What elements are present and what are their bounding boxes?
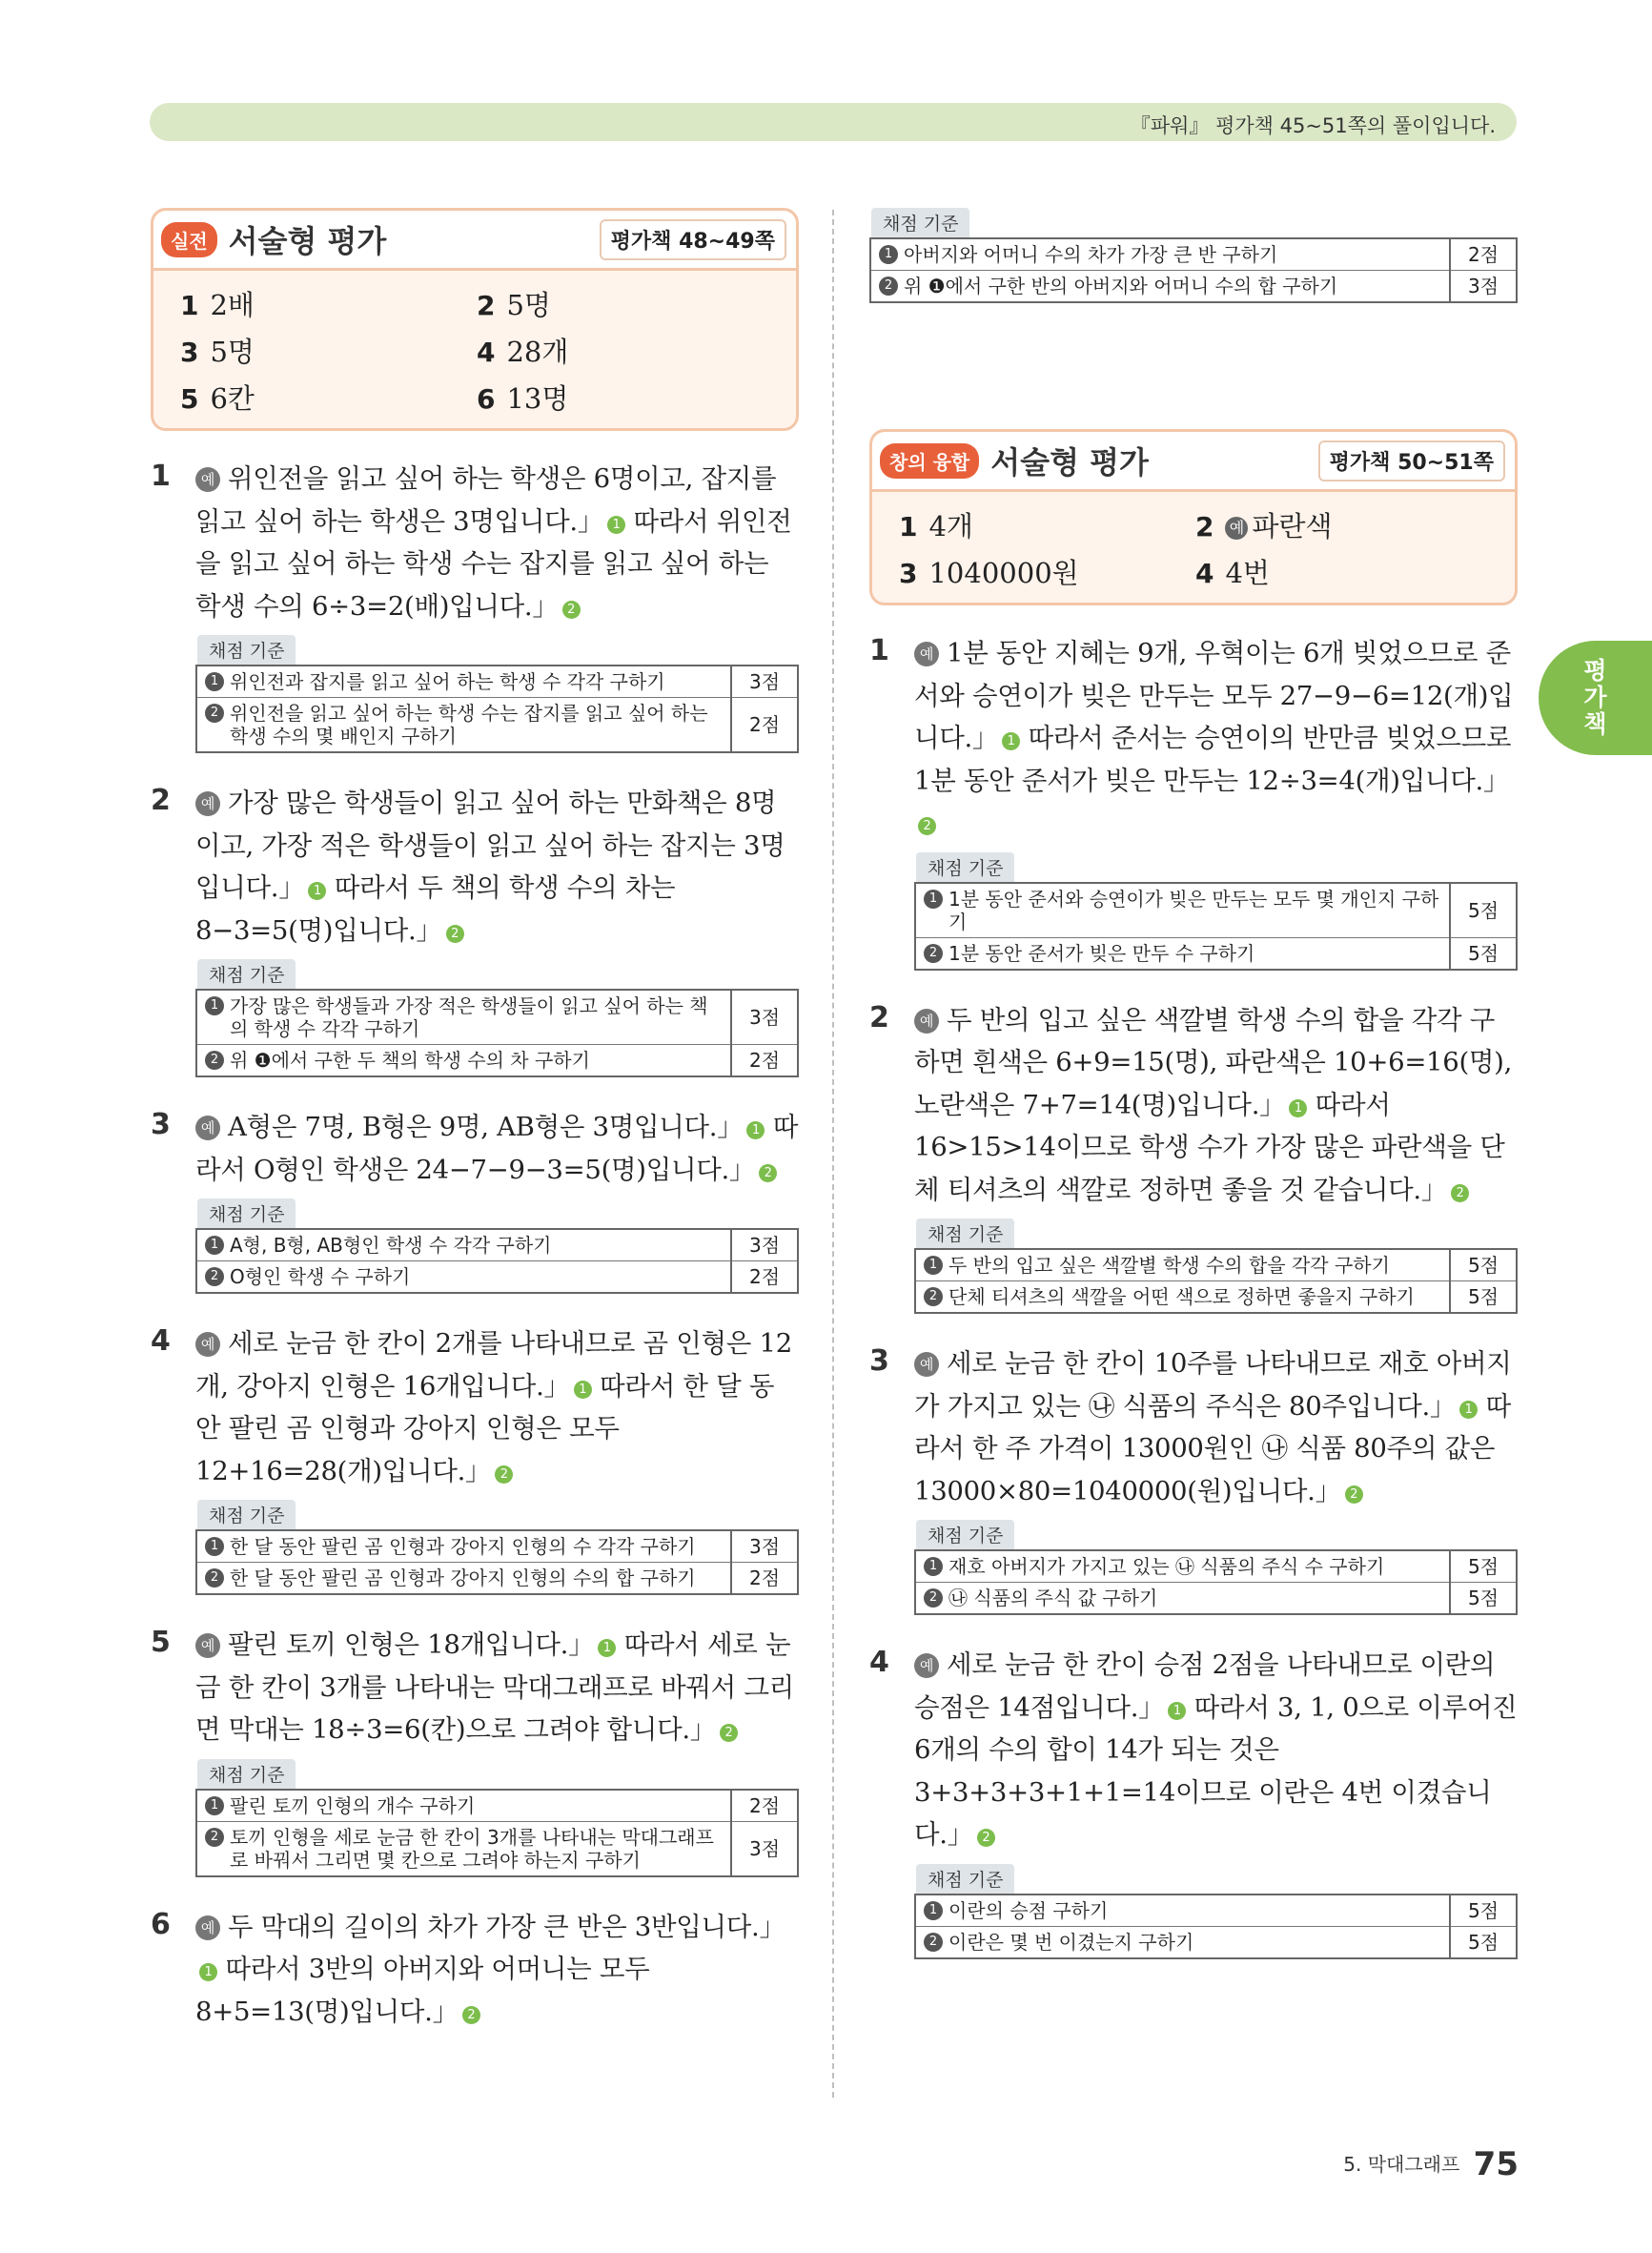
criteria-label: 채점 기준: [197, 1500, 296, 1529]
step-mark: 1: [1168, 1702, 1186, 1720]
banner-text: 『파워』 평가책 45~51쪽의 풀이입니다.: [1130, 114, 1496, 137]
solution-item: [869, 632, 1518, 971]
criteria-number: 1: [879, 245, 898, 264]
solution-item: [151, 1322, 799, 1595]
step-mark: 1: [598, 1639, 616, 1657]
criteria-label: 채점 기준: [916, 1864, 1014, 1894]
criteria-desc: 한 달 동안 팔린 곰 인형과 강아지 인형의 수의 합 구하기: [230, 1567, 696, 1589]
solution-text: 두 막대의 길이의 차가 가장 큰 반은 3반입니다.」: [228, 1911, 785, 1942]
criteria: [195, 1500, 799, 1595]
column-divider: [832, 210, 834, 2098]
solution-number: 3: [869, 1344, 889, 1378]
side-tab-char: 책: [1583, 710, 1607, 738]
page-range: 평가책 48~49쪽: [600, 219, 786, 260]
criteria-desc: O형인 학생 수 구하기: [230, 1265, 411, 1288]
criteria: [195, 1198, 799, 1294]
badge: 실전: [161, 222, 217, 257]
example-mark: 예: [195, 1332, 220, 1357]
step-mark: 1: [308, 882, 326, 900]
criteria-number: 2: [205, 1267, 224, 1286]
step-mark: 2: [562, 601, 581, 619]
criteria-points: 2점: [731, 1045, 798, 1077]
top-banner: [150, 103, 1517, 141]
example-mark: 예: [914, 642, 939, 666]
criteria-desc: 위 ❶에서 구한 두 책의 학생 수의 차 구하기: [230, 1049, 590, 1072]
criteria-number: 1: [205, 1537, 224, 1556]
answer-value: 1040000원: [928, 557, 1079, 589]
step-mark: 2: [759, 1164, 777, 1182]
criteria-desc: 토끼 인형을 세로 눈금 한 칸이 3개를 나타내는 막대그래프로 바꿔서 그리면 몇 칸으로 그려야 하는지 구하기: [230, 1825, 714, 1872]
criteria: [195, 959, 799, 1077]
criteria: [195, 1759, 799, 1877]
step-mark: 1: [1002, 732, 1020, 750]
criteria-number: 2: [924, 944, 943, 963]
criteria-row: [915, 937, 1517, 970]
criteria-text: [196, 1045, 731, 1077]
criteria-number: 2: [879, 277, 898, 296]
solution-body: [195, 1624, 799, 1751]
example-mark: 예: [1225, 517, 1248, 540]
criteria: [914, 852, 1518, 971]
criteria-desc: ㉯ 식품의 주식 값 구하기: [948, 1587, 1158, 1609]
answer-item: [899, 505, 1195, 544]
solution-item: [151, 782, 799, 1077]
footer: [1343, 2145, 1519, 2183]
solution-text: 따라서 3반의 아버지와 어머니는 모두 8+5=13(명)입니다.」: [195, 1954, 650, 2027]
answer-value: 6칸: [210, 382, 255, 415]
criteria-desc: 이란은 몇 번 이겼는지 구하기: [948, 1930, 1194, 1954]
answer-value: 5명: [210, 336, 255, 368]
criteria-row: [196, 990, 798, 1045]
criteria-text: [915, 1249, 1450, 1281]
example-mark: 예: [195, 791, 220, 816]
criteria-points: 5점: [1450, 937, 1517, 970]
criteria-row: [915, 1926, 1517, 1958]
criteria-points: 2점: [731, 1261, 798, 1294]
solution-text: 따라서 세로 눈금 한 칸이 3개를 나타내는 막대그래프로 바꿔서 그리면 막대는 18÷3=6(칸)으로 그려야 합니다.」: [195, 1629, 794, 1745]
criteria-label: 채점 기준: [197, 1759, 296, 1789]
criteria-text: [870, 238, 1450, 271]
criteria-text: [196, 666, 731, 698]
solution-text: 세로 눈금 한 칸이 10주를 나타내므로 재호 아버지가 가지고 있는 ㉯ 식품의 주식은 80주입니다.」: [914, 1348, 1512, 1422]
example-mark: 예: [914, 1653, 939, 1678]
criteria-points: 3점: [1450, 271, 1517, 303]
solution-body: [195, 1322, 799, 1492]
criteria-desc: 1분 동안 준서와 승연이가 빚은 만두는 모두 몇 개인지 구하기: [948, 887, 1439, 933]
criteria-desc: 위인전과 잡지를 읽고 싶어 하는 학생 수 각각 구하기: [230, 670, 665, 693]
left-solutions: [151, 458, 799, 2033]
example-mark: 예: [195, 1116, 220, 1140]
step-mark: 2: [977, 1829, 995, 1847]
criteria-row: [915, 1281, 1517, 1314]
criteria-row: [870, 238, 1517, 271]
criteria-row: [915, 1550, 1517, 1583]
answer-value: 28개: [506, 336, 569, 368]
answer-box-right: [869, 429, 1518, 605]
solution-number: 1: [869, 634, 889, 667]
criteria-number: 1: [924, 890, 943, 909]
solution-body: [914, 999, 1518, 1212]
answer-box-title: 서술형 평가: [990, 444, 1149, 481]
answer-number: 2: [477, 290, 496, 321]
solution-text: 따라서 O형인 학생은 24−7−9−3=5(명)입니다.」: [195, 1112, 799, 1185]
criteria-number: 1: [205, 672, 224, 691]
criteria-desc: 이란의 승점 구하기: [948, 1898, 1109, 1922]
step-mark: 2: [446, 925, 464, 943]
criteria-table: [195, 1228, 799, 1294]
criteria-number: 1: [924, 1901, 943, 1920]
criteria-row: [915, 1249, 1517, 1281]
step-mark: 1: [746, 1121, 765, 1139]
answer-item: [477, 284, 773, 323]
solution-number: 6: [151, 1907, 171, 1941]
criteria-label: 채점 기준: [916, 1219, 1014, 1248]
answer-item: [477, 378, 773, 417]
step-mark: 2: [462, 2006, 480, 2024]
solution-body: [914, 632, 1518, 845]
solution-text: 가장 많은 학생들이 읽고 싶어 하는 만화책은 8명이고, 가장 적은 학생들이 읽고 싶어 하는 잡지는 3명입니다.」: [195, 788, 785, 903]
solution-number: 2: [869, 1000, 889, 1034]
criteria-number: 1: [205, 996, 224, 1015]
criteria-text: [915, 883, 1450, 938]
solution-text: A형은 7명, B형은 9명, AB형은 3명입니다.」: [228, 1112, 744, 1142]
answer-number: 1: [899, 511, 918, 543]
criteria-text: [196, 698, 731, 753]
answer-number: 6: [477, 383, 496, 415]
step-mark: 2: [1345, 1485, 1363, 1504]
criteria-text: [915, 1895, 1450, 1927]
solution-body: [914, 1342, 1518, 1512]
criteria-points: 5점: [1450, 1926, 1517, 1958]
criteria-label: 채점 기준: [916, 852, 1014, 882]
criteria-points: 3점: [731, 666, 798, 698]
criteria-points: 5점: [1450, 1550, 1517, 1583]
answer-value: 2배: [210, 289, 255, 321]
answer-item: [899, 552, 1195, 591]
solution-item: [151, 1906, 799, 2034]
criteria-number: 1: [205, 1236, 224, 1255]
criteria-label: 채점 기준: [916, 1520, 1014, 1549]
solution-text: 따라서 위인전을 읽고 싶어 하는 학생 수는 잡지를 읽고 싶어 하는 학생 수의 6÷3=2(배)입니다.」: [195, 505, 792, 622]
criteria-number: 2: [205, 1568, 224, 1587]
criteria-points: 5점: [1450, 1895, 1517, 1927]
criteria-row: [196, 666, 798, 698]
criteria: [914, 1520, 1518, 1615]
criteria-row: [196, 1045, 798, 1077]
carryover-criteria: [869, 208, 1518, 303]
step-mark: 1: [1459, 1401, 1478, 1419]
criteria-desc: 아버지와 어머니 수의 차가 가장 큰 반 구하기: [904, 243, 1278, 266]
criteria-points: 3점: [731, 1821, 798, 1876]
criteria-row: [196, 1530, 798, 1563]
right-column: [869, 208, 1518, 1988]
criteria-number: 2: [924, 1588, 943, 1608]
criteria-table: [195, 1529, 799, 1595]
example-mark: 예: [195, 1633, 220, 1658]
criteria-points: 2점: [731, 698, 798, 753]
solution-item: [869, 1644, 1518, 1959]
solution-text: 따라서 3, 1, 0으로 이루어진 6개의 수의 합이 14가 되는 것은 3+3+3+3+1+1=14이므로 이란은 4번 이겼습니다.」: [914, 1691, 1518, 1850]
answer-item: [180, 378, 477, 417]
criteria-desc: 한 달 동안 팔린 곰 인형과 강아지 인형의 수 각각 구하기: [230, 1535, 696, 1558]
criteria-number: 1: [205, 1796, 224, 1815]
solution-number: 1: [151, 460, 171, 493]
criteria-desc: 가장 많은 학생들과 가장 적은 학생들이 읽고 싶어 하는 책의 학생 수 각각 구하기: [230, 994, 708, 1040]
answer-value: 13명: [506, 382, 569, 415]
criteria-label: 채점 기준: [197, 959, 296, 989]
step-mark: 1: [607, 516, 625, 534]
answer-item: [1195, 552, 1492, 591]
solution-text: 두 반의 입고 싶은 색깔별 학생 수의 합을 각각 구하면 흰색은 6+9=15(명), 파란색은 10+6=16(명), 노란색은 7+7=14(명)입니다.」: [914, 1004, 1513, 1120]
criteria: [914, 1219, 1518, 1314]
solution-text: 따라서 준서는 승연이의 반만큼 빚었으므로 1분 동안 준서가 빚은 만두는 12÷3=4(개)입니다.」: [914, 723, 1512, 796]
criteria-row: [870, 271, 1517, 303]
answer-item: [180, 284, 477, 323]
example-mark: 예: [195, 467, 220, 492]
solution-item: [869, 999, 1518, 1315]
criteria-row: [196, 1261, 798, 1294]
left-column: [151, 208, 799, 2061]
solution-text: 따라서 한 달 동안 팔린 곰 인형과 강아지 인형은 모두 12+16=28(개)입니다.」: [195, 1370, 775, 1486]
solution-item: [151, 458, 799, 753]
solution-text: 따라서 16>15>14이므로 학생 수가 가장 많은 파란색을 단체 티셔츠의 색깔로 정하면 좋을 것 같습니다.」: [914, 1089, 1505, 1205]
criteria-points: 3점: [731, 1530, 798, 1563]
criteria-text: [870, 271, 1450, 303]
answer-number: 4: [1195, 558, 1214, 589]
criteria-points: 3점: [731, 1229, 798, 1261]
solution-body: [195, 782, 799, 952]
step-mark: 1: [1289, 1099, 1307, 1117]
criteria-points: 3점: [731, 990, 798, 1045]
criteria-row: [915, 1583, 1517, 1615]
criteria-number: 2: [924, 1933, 943, 1952]
criteria-row: [915, 883, 1517, 938]
criteria-text: [915, 1550, 1450, 1583]
criteria-number: 2: [924, 1287, 943, 1306]
criteria-points: 5점: [1450, 1249, 1517, 1281]
solution-text: 따라서 두 책의 학생 수의 차는 8−3=5(명)입니다.」: [195, 872, 676, 946]
criteria-desc: A형, B형, AB형인 학생 수 각각 구하기: [230, 1234, 552, 1257]
solution-body: [195, 1906, 799, 2034]
criteria-desc: 위인전을 읽고 싶어 하는 학생 수는 잡지를 읽고 싶어 하는 학생 수의 몇 배인지 구하기: [230, 702, 708, 748]
criteria-table: [869, 237, 1518, 303]
criteria: [914, 1864, 1518, 1959]
criteria-points: 2점: [731, 1790, 798, 1822]
criteria-text: [915, 1583, 1450, 1615]
answer-grid: [153, 271, 796, 428]
answer-item: [180, 331, 477, 370]
answer-number: 1: [180, 290, 199, 321]
side-tab-char: 평: [1583, 657, 1607, 685]
criteria-number: 1: [924, 1256, 943, 1275]
solution-text: 팔린 토끼 인형은 18개입니다.」: [228, 1629, 595, 1660]
solution-item: [151, 1624, 799, 1877]
chapter-label: 5. 막대그래프: [1343, 2153, 1460, 2176]
criteria-text: [196, 1261, 731, 1294]
criteria-desc: 두 반의 입고 싶은 색깔별 학생 수의 합을 각각 구하기: [948, 1254, 1390, 1277]
criteria-number: 2: [205, 1051, 224, 1070]
example-mark: 예: [914, 1009, 939, 1034]
criteria-number: 2: [205, 704, 224, 723]
answer-grid: [872, 492, 1515, 603]
solution-body: [195, 1106, 799, 1191]
answer-box-left: [151, 208, 799, 431]
answer-number: 2: [1195, 511, 1214, 543]
answer-value: 4개: [928, 510, 973, 543]
answer-number: 4: [477, 337, 496, 368]
solution-number: 2: [151, 784, 171, 817]
answer-value: 5명: [506, 289, 551, 321]
solution-body: [914, 1644, 1518, 1856]
answer-number: 3: [899, 558, 918, 589]
criteria-text: [915, 937, 1450, 970]
step-mark: 1: [199, 1963, 217, 1981]
criteria: [195, 635, 799, 753]
solution-text: 1분 동안 지혜는 9개, 우혁이는 6개 빚었으므로 준서와 승연이가 빚은 만두는 모두 27−9−6=12(개)입니다.」: [914, 638, 1514, 753]
criteria-text: [915, 1926, 1450, 1958]
answer-value: 파란색: [1252, 510, 1333, 543]
answer-number: 5: [180, 383, 199, 415]
criteria-desc: 단체 티셔츠의 색깔을 어떤 색으로 정하면 좋을지 구하기: [948, 1285, 1415, 1308]
criteria-row: [196, 1790, 798, 1822]
solution-item: [151, 1106, 799, 1294]
answer-number: 3: [180, 337, 199, 368]
solution-item: [869, 1342, 1518, 1615]
right-solutions: [869, 632, 1518, 1959]
criteria-text: [196, 1821, 731, 1876]
example-mark: 예: [914, 1352, 939, 1377]
criteria-desc: 팔린 토끼 인형의 개수 구하기: [230, 1793, 476, 1817]
criteria-table: [914, 882, 1518, 971]
answer-box-header: [872, 432, 1515, 492]
page-number: 75: [1473, 2145, 1519, 2183]
criteria-text: [196, 1790, 731, 1822]
solution-body: [195, 458, 799, 627]
answer-value: 4번: [1225, 557, 1270, 589]
criteria-table: [914, 1248, 1518, 1314]
criteria-points: 2점: [1450, 238, 1517, 271]
example-mark: 예: [195, 1915, 220, 1940]
step-mark: 2: [1451, 1184, 1469, 1202]
criteria-points: 5점: [1450, 883, 1517, 938]
badge: 창의 융합: [880, 443, 979, 479]
criteria-points: 5점: [1450, 1281, 1517, 1314]
criteria-label: 채점 기준: [871, 208, 969, 237]
answer-item: [477, 331, 773, 370]
criteria-text: [915, 1281, 1450, 1314]
criteria-text: [196, 1229, 731, 1261]
criteria-desc: 1분 동안 준서가 빚은 만두 수 구하기: [948, 941, 1255, 965]
criteria-desc: 위 ❶에서 구한 반의 아버지와 어머니 수의 합 구하기: [904, 275, 1338, 297]
criteria-table: [195, 1789, 799, 1877]
criteria-points: 2점: [731, 1563, 798, 1595]
solution-number: 4: [151, 1324, 171, 1358]
step-mark: 2: [720, 1724, 738, 1742]
answer-box-header: [153, 211, 796, 271]
criteria-table: [195, 989, 799, 1077]
criteria-row: [196, 1229, 798, 1261]
criteria-row: [915, 1895, 1517, 1927]
solution-number: 3: [151, 1108, 171, 1141]
criteria-table: [914, 1894, 1518, 1959]
side-tab[interactable]: [1539, 641, 1652, 755]
criteria-text: [196, 990, 731, 1045]
step-mark: 2: [918, 817, 936, 835]
answer-item: [1195, 505, 1492, 544]
solution-number: 4: [869, 1646, 889, 1679]
criteria-text: [196, 1563, 731, 1595]
solution-text: 세로 눈금 한 칸이 2개를 나타내므로 곰 인형은 12개, 강아지 인형은 16개입니다.」: [195, 1328, 792, 1402]
criteria-table: [914, 1549, 1518, 1615]
criteria-row: [196, 698, 798, 753]
criteria-table: [195, 665, 799, 753]
criteria-number: 1: [924, 1557, 943, 1576]
criteria-number: 2: [205, 1828, 224, 1847]
criteria-desc: 재호 아버지가 가지고 있는 ㉯ 식품의 주식 수 구하기: [948, 1555, 1385, 1578]
criteria-row: [196, 1563, 798, 1595]
step-mark: 2: [495, 1465, 513, 1484]
solution-text: 따라서 한 주 가격이 13000원인 ㉯ 식품 80주의 값은 13000×80=1040000(원)입니다.」: [914, 1390, 1511, 1506]
criteria-text: [196, 1530, 731, 1563]
criteria-points: 5점: [1450, 1583, 1517, 1615]
solution-text: 위인전을 읽고 싶어 하는 학생은 6명이고, 잡지를 읽고 싶어 하는 학생은 3명입니다.」: [195, 463, 777, 537]
solution-number: 5: [151, 1626, 171, 1659]
page-range: 평가책 50~51쪽: [1318, 440, 1505, 481]
side-tab-char: 가: [1583, 684, 1607, 711]
criteria-row: [196, 1821, 798, 1876]
criteria-label: 채점 기준: [197, 1198, 296, 1228]
answer-box-title: 서술형 평가: [228, 223, 387, 259]
solution-text: 세로 눈금 한 칸이 승점 2점을 나타내므로 이란의 승점은 14점입니다.」: [914, 1649, 1496, 1723]
step-mark: 1: [574, 1381, 592, 1399]
criteria-label: 채점 기준: [197, 635, 296, 665]
